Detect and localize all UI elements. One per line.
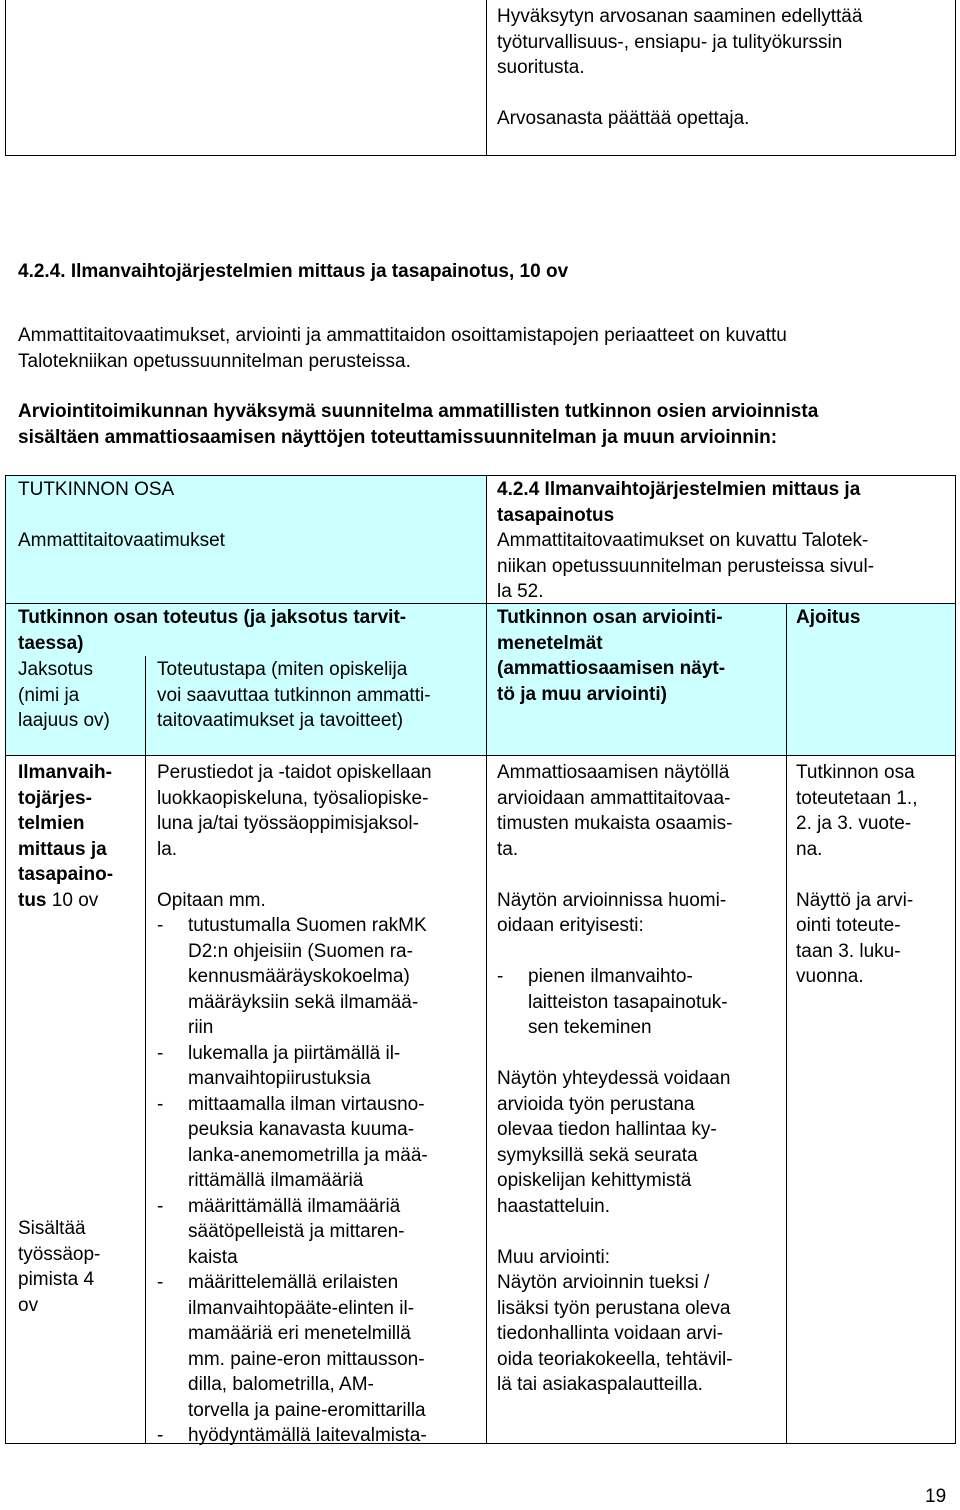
col4-line: taan 3. luku- <box>796 940 901 962</box>
toteutustapa-header-line: Toteutustapa (miten opiskelija <box>157 659 408 680</box>
section-heading: 4.2.4. Ilmanvaihtojärjestelmien mittaus ja tasapainotus, 10 ov <box>18 261 569 282</box>
top-box-line: suoritusta. <box>497 57 585 78</box>
col2-line: luokkaopiskeluna, työsaliopiske- <box>157 787 429 809</box>
table-line <box>145 656 146 1444</box>
col2-list-item <box>157 1041 484 1092</box>
col4-line: 2. ja 3. vuote- <box>796 813 912 834</box>
col1-sisaltaa-line: ov <box>18 1294 39 1316</box>
intro-line: Talotekniikan opetussuunnitelman perusteissa. <box>18 350 411 372</box>
top-box-line: työturvallisuus-, ensiapu- ja tulityökurssin <box>497 31 843 53</box>
col4-line: na. <box>796 838 823 860</box>
col2-item-line: manvaihtopiirustuksia <box>188 1068 371 1089</box>
top-box-line: Hyväksytyn arvosanan saaminen edellyttää <box>497 6 863 27</box>
col4-line: vuonna. <box>796 966 864 987</box>
col2-item-line: mm. paine-eron mittausson- <box>188 1348 425 1370</box>
body-col-sisaltaa <box>18 1216 143 1318</box>
col3-line: lisäksi työn perustana oleva <box>497 1297 731 1319</box>
col1-title-rest: 10 ov <box>46 889 99 911</box>
col4-line: Tutkinnon osa <box>796 762 915 783</box>
col1-title-line: tojärjes- <box>18 787 92 809</box>
col3-line: oidaan erityisesti: <box>497 915 644 936</box>
col1-sisaltaa-line: työssäop- <box>18 1243 101 1265</box>
col1-title-line: telmien <box>18 813 85 834</box>
table-border-top <box>5 475 956 476</box>
col2-item-line: riin <box>188 1017 214 1038</box>
col3-line: tiedonhallinta voidaan arvi- <box>497 1323 724 1344</box>
top-box-text <box>497 4 947 132</box>
col2-item-line: - hyödyntämällä laitevalmista- <box>188 1425 427 1446</box>
col2-item-line: dilla, balometrilla, AM- <box>188 1374 374 1395</box>
col3-line: Ammattiosaamisen näytöllä <box>497 762 730 783</box>
body-col-ajoitus <box>796 760 952 990</box>
col1-title-line: Ilmanvaih- <box>18 762 112 783</box>
col2-item-line: - mittaamalla ilman virtausno- <box>188 1093 425 1115</box>
col3-item-line: laitteiston tasapainotuk- <box>528 991 728 1013</box>
col2-line: la. <box>157 838 178 860</box>
col2-item-line: määräyksiin sekä ilmamää- <box>188 991 419 1013</box>
arviointi-header-line: Tutkinnon osan arviointi- <box>497 607 723 628</box>
col1-title-line: tasapaino- <box>18 864 114 885</box>
toteutus-header <box>18 605 483 656</box>
toteutustapa-header <box>157 657 484 734</box>
col2-list-item <box>157 1270 484 1423</box>
jaksotus-header-line: Jaksotus <box>18 659 93 680</box>
col3-item-line: - pienen ilmanvaihto- <box>528 966 693 987</box>
top-box-border-right <box>955 0 956 156</box>
toteutus-header-line: Tutkinnon osan toteutus (ja jaksotus tarvit- <box>18 607 407 628</box>
jaksotus-header <box>18 657 143 734</box>
col2-list-item <box>157 1092 484 1194</box>
ammattitaito-value-line: Ammattitaitovaatimukset on kuvattu Talotek- <box>497 530 869 551</box>
col3-line: Näytön yhteydessä voidaan <box>497 1068 731 1089</box>
arviointi-header-line: menetelmät <box>497 632 603 654</box>
col2-item-line: kennusmääräyskokoelma) <box>188 966 410 987</box>
col3-line: olevaa tiedon hallintaa ky- <box>497 1119 717 1140</box>
body-col-arviointi <box>497 760 784 1398</box>
col3-line: arvioida työn perustana <box>497 1093 695 1115</box>
table-border-right <box>955 475 956 1444</box>
ammattitaito-value-line: niikan opetussuunnitelman perusteissa sivul- <box>497 555 875 577</box>
arviointi-header <box>497 605 784 707</box>
bold-intro-line: Arviointitoimikunnan hyväksymä suunnitelma ammatillisten tutkinnon osien arvioinnista <box>18 401 819 422</box>
col2-item-line: - määrittämällä ilmamääriä <box>188 1195 401 1217</box>
col3-list-item <box>497 964 784 1041</box>
toteutustapa-header-line: taitovaatimukset ja tavoitteet) <box>157 710 404 731</box>
col2-item-line: torvella ja paine-eromittarilla <box>188 1399 426 1421</box>
col2-item-line: kaista <box>188 1246 238 1268</box>
col2-line: Perustiedot ja -taidot opiskellaan <box>157 762 432 783</box>
body-col-toteutustapa <box>157 760 484 1449</box>
jaksotus-header-line: laajuus ov) <box>18 710 110 731</box>
col2-item-line: lanka-anemometrilla ja mää- <box>188 1144 428 1166</box>
col2-list-item <box>157 913 484 1041</box>
col3-line: haastatteluin. <box>497 1195 611 1217</box>
col2-item-line: mamääriä eri menetelmillä <box>188 1323 411 1344</box>
table-line <box>786 603 787 1444</box>
col1-sisaltaa-line: Sisältää <box>18 1218 86 1239</box>
col3-line: Näytön arvioinnin tueksi / <box>497 1272 710 1293</box>
col2-item-line: rittämällä ilmamääriä <box>188 1170 364 1191</box>
col3-line: lä tai asiakaspalautteilla. <box>497 1374 703 1395</box>
col3-item-line: sen tekeminen <box>528 1017 652 1038</box>
col2-list-item <box>157 1423 484 1449</box>
intro-text <box>18 323 953 374</box>
ammattitaito-value-line: la 52. <box>497 581 544 602</box>
table-line <box>5 755 956 756</box>
jaksotus-header-line: (nimi ja <box>18 684 80 706</box>
top-box-line: Arvosanasta päättää opettaja. <box>497 108 750 129</box>
col4-line: Näyttö ja arvi- <box>796 889 914 911</box>
tutkinnon-osa-value-line: 4.2.4 Ilmanvaihtojärjestelmien mittaus ja <box>497 479 861 500</box>
col2-item-line: - määrittelemällä erilaisten <box>188 1272 399 1293</box>
body-col-jaksotus <box>18 760 143 913</box>
page-number: 19 <box>925 1486 947 1507</box>
col3-line: arvioidaan ammattitaitovaa- <box>497 787 731 809</box>
top-box-border-bottom <box>5 155 956 156</box>
tutkinnon-osa-label: TUTKINNON OSA <box>18 479 175 500</box>
top-box-divider <box>486 0 487 156</box>
ammattitaito-label: Ammattitaitovaatimukset <box>18 530 225 551</box>
arviointi-header-line: tö ja muu arviointi) <box>497 683 667 705</box>
tutkinnon-osa-value <box>497 477 952 528</box>
col3-line: timusten mukaista osaamis- <box>497 813 733 834</box>
col3-line: Näytön arvioinnissa huomi- <box>497 889 727 911</box>
col2-item-line: D2:n ohjeisiin (Suomen ra- <box>188 940 413 962</box>
intro-line: Ammattitaitovaatimukset, arviointi ja ammattitaidon osoittamistapojen periaatteet on kuvattu <box>18 325 787 346</box>
bold-intro-text <box>18 399 953 450</box>
col1-title-line-last <box>18 888 143 914</box>
bold-intro-line: sisältäen ammattiosaamisen näyttöjen toteuttamissuunnitelman ja muun arvioinnin: <box>18 426 778 448</box>
col3-line: symyksillä sekä seurata <box>497 1144 698 1166</box>
toteutus-header-line: taessa) <box>18 632 84 654</box>
table-border-left <box>5 475 6 1444</box>
toteutustapa-header-line: voi saavuttaa tutkinnon ammatti- <box>157 684 431 706</box>
arviointi-header-line: (ammattiosaamisen näyt- <box>497 658 726 679</box>
table-line <box>486 475 487 1444</box>
col2-item-line: - lukemalla ja piirtämällä il- <box>188 1042 401 1064</box>
col3-line: Muu arviointi: <box>497 1246 610 1268</box>
col2-item-line: - tutustumalla Suomen rakMK <box>188 915 427 936</box>
ammattitaito-value <box>497 528 952 605</box>
col2-opitaan: Opitaan mm. <box>157 889 266 911</box>
col2-item-line: peuksia kanavasta kuuma- <box>188 1119 415 1140</box>
col1-title-bold: tus <box>18 889 47 911</box>
col2-line: luna ja/tai työssäoppimisjaksol- <box>157 813 419 834</box>
tutkinnon-osa-value-line: tasapainotus <box>497 504 615 526</box>
col2-item-line: säätöpelleistä ja mittaren- <box>188 1221 405 1242</box>
col2-item-line: ilmanvaihtopääte-elinten il- <box>188 1297 415 1319</box>
col3-line: oida teoriakokeella, tehtävil- <box>497 1348 733 1370</box>
col4-line: ointi toteute- <box>796 915 901 936</box>
col2-list-item <box>157 1194 484 1271</box>
col1-sisaltaa-line: pimista 4 <box>18 1269 95 1290</box>
col1-title-line: mittaus ja <box>18 838 107 860</box>
col3-line: opiskelijan kehittymistä <box>497 1170 692 1191</box>
col3-line: ta. <box>497 838 519 860</box>
ajoitus-header: Ajoitus <box>796 607 861 628</box>
top-box-border-left <box>5 0 6 156</box>
col4-line: toteutetaan 1., <box>796 787 918 809</box>
